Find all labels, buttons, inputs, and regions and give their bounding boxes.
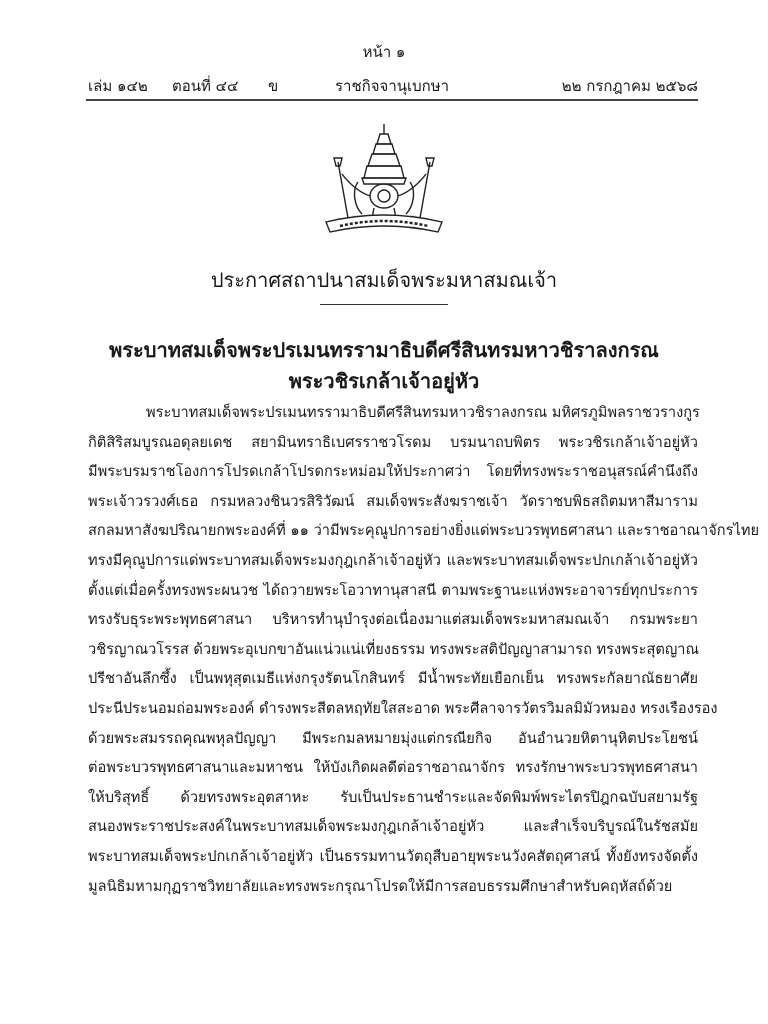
issue: ตอนที่ ๔๔ <box>172 77 239 95</box>
announcement-title: ประกาศสถาปนาสมเด็จพระมหาสมณเจ้า <box>210 268 558 292</box>
body-line: พระเจ้าวรวงศ์เธอ กรมหลวงชินวรสิริวัฒน์ สมเด็จพระสังฆราชเจ้า วัดราชบพิธสถิตมหาสีมาราม <box>88 492 698 510</box>
page-number: หน้า ๑ <box>362 43 406 61</box>
body-line: วชิรญาณวโรรส ด้วยพระอุเบกขาอันแน่วแน่เที่ยงธรรม ทรงพระสติปัญญาสามารถ ทรงพระสุตญาณ <box>88 640 699 658</box>
header-divider <box>86 99 698 101</box>
body-line: ด้วยพระสมรรถคุณพหุลปัญญา มีพระกมลหมายมุ่งแต่กรณียกิจ อันอำนวยหิตานุหิตประโยชน์ <box>88 729 698 747</box>
body-line: กิติสิริสมบูรณอดุลยเดช สยามินทราธิเบศรราชวโรดม บรมนาถบพิตร พระวชิรเกล้าเจ้าอยู่หัว <box>88 433 698 451</box>
body-line: ประนีประนอมถ่อมพระองค์ ดำรงพระสีตลหฤทัยใสสะอาด พระศีลาจารวัตรวิมลมิมัวหมอง ทรงเรืองรอง <box>88 699 718 717</box>
body-line: ต่อพระบวรพุทธศาสนาและมหาชน ให้บังเกิดผลดีต่อราชอาณาจักร ทรงรักษาพระบวรพุทธศาสนา <box>88 759 698 777</box>
king-name-line-2: พระวชิรเกล้าเจ้าอยู่หัว <box>288 369 480 393</box>
body-line: สนองพระราชประสงค์ในพระบาทสมเด็จพระมงกุฎเกล้าเจ้าอยู่หัว และสำเร็จบริบูรณ์ในรัชสมัย <box>88 818 698 836</box>
body-line: พระบาทสมเด็จพระปรเมนทรรามาธิบดีศรีสินทรมหาวชิราลงกรณ มหิศรภูมิพลราชวรางกูร <box>146 404 700 421</box>
section: ข <box>268 77 279 95</box>
announcement-body <box>88 398 759 901</box>
publication-date: ๒๒ กรกฎาคม ๒๕๖๘ <box>561 77 698 95</box>
body-line: ทรงมีคุณูปการแด่พระบาทสมเด็จพระมงกุฎเกล้าเจ้าอยู่หัว และพระบาทสมเด็จพระปกเกล้าเจ้าอยู่หัว <box>88 551 698 569</box>
body-line: ตั้งแต่เมื่อครั้งทรงพระผนวช ได้ถวายพระโอวาทานุสาสนี ตามพระฐานะแห่งพระอาจารย์ทุกประการ <box>88 581 698 599</box>
gazette-header <box>88 74 698 96</box>
king-name-line-1: พระบาทสมเด็จพระปรเมนทรรามาธิบดีศรีสินทรมหาวชิราลงกรณ <box>109 338 659 362</box>
body-line: ทรงรับธุระพระพุทธศาสนา บริหารทำนุบำรุงต่อเนื่องมาแต่สมเด็จพระมหาสมณเจ้า กรมพระยา <box>88 611 698 629</box>
title-divider <box>320 304 448 305</box>
body-line: พระบาทสมเด็จพระปกเกล้าเจ้าอยู่หัว เป็นธรรมทานวัตถุสืบอายุพระนวังคสัตถุศาสน์ ทั้งยังทรงจัดตั้ง <box>88 847 698 865</box>
body-line: สกลมหาสังฆปริณายกพระองค์ที่ ๑๑ ว่ามีพระคุณูปการอย่างยิ่งแด่พระบวรพุทธศาสนา และราชอาณาจักรไทย <box>88 522 759 540</box>
body-line: มีพระบรมราชโองการโปรดเกล้าโปรดกระหม่อมให้ประกาศว่า โดยที่ทรงพระราชอนุสรณ์คำนึงถึง <box>88 463 698 481</box>
royal-emblem-icon <box>318 122 450 240</box>
gazette-name: ราชกิจจานุเบกษา <box>335 77 450 95</box>
body-line: ให้บริสุทธิ์ ด้วยทรงพระอุตสาหะ รับเป็นประธานชำระและจัดพิมพ์พระไตรปิฎกฉบับสยามรัฐ <box>88 788 698 806</box>
body-line: ปรีชาอันลึกซึ้ง เป็นพหุสุตเมธีแห่งกรุงรัตนโกสินทร์ มีน้ำพระทัยเยือกเย็น ทรงพระกัลยาณัธยาศัย <box>88 670 698 688</box>
body-line: มูลนิธิมหามกุฏราชวิทยาลัยและทรงพระกรุณาโปรดให้มีการสอบธรรมศึกษาสำหรับคฤหัสถ์ด้วย <box>88 877 673 895</box>
volume: เล่ม ๑๔๒ <box>88 77 148 95</box>
